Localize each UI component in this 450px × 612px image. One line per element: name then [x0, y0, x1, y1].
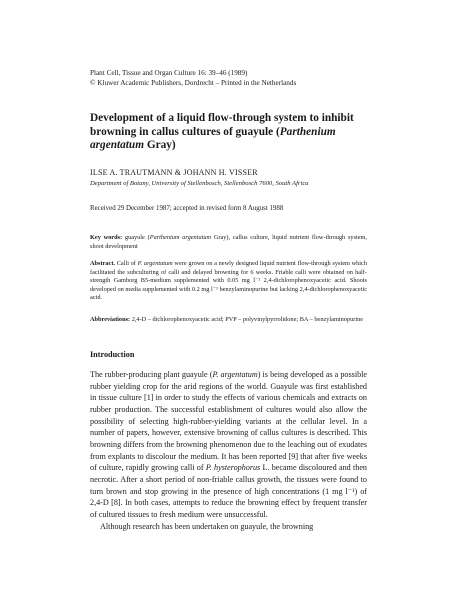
intro-p1-text-a: The rubber-producing plant guayule (: [90, 370, 213, 379]
abstract-label: Abstract.: [90, 260, 116, 267]
intro-p1-text-c: L. became discoloured and then necrotic. After a short period of non-friable callus growth, the tissues were found to turn brown and stop growing in the presence of high concentrations (1 mg l⁻¹) of 2,4-D [8]. In both cases, attempts to reduce the browning effect by frequent transfer of cultured tissues to fresh medium were unsuccessful.: [90, 463, 367, 519]
title-species: Parthenium argentatum: [90, 125, 336, 152]
keywords-species: Parthenium argentatum: [149, 234, 212, 241]
intro-paragraph-1: [90, 369, 367, 521]
abstract-pre: Calli of: [115, 260, 138, 267]
keywords: [90, 234, 367, 251]
title-main: Development of a liquid flow-through system to inhibit browning in callus cultures of guayule (: [90, 112, 354, 138]
abbreviations-text: 2,4-D – dichlorophenoxyacetic acid; PVP – polyvinylpyrrolidone; BA – benzylaminopurine: [130, 316, 364, 323]
intro-paragraph-2: Although research has been undertaken on guayule, the browning: [100, 521, 314, 531]
abbreviations: [90, 316, 367, 325]
authors: ILSE A. TRAUTMANN & JOHANN H. VISSER: [90, 168, 258, 177]
intro-p1-species-2: P. hysterophorus: [205, 463, 261, 473]
abstract: [90, 260, 367, 303]
abbreviations-label: Abbreviations:: [90, 316, 131, 323]
affiliation: Department of Botany, University of Stellenbosch, Stellenbosch 7600, South Africa: [90, 180, 309, 187]
received-dates: Received 29 December 1987; accepted in revised form 8 August 1988: [90, 205, 284, 212]
abstract-species: P. argentatum: [137, 260, 173, 267]
keywords-post: Gray), callus culture, liquid nutrient flow-through system, shoot development: [90, 234, 367, 250]
keywords-pre: guayule (: [122, 234, 150, 241]
article-title: [90, 112, 390, 153]
abstract-post: were grown on a newly designed liquid nutrient flow-through system which facilitated the subculturing of calli and delayed browning for 6 weeks. Friable calli were obtained on half-strength Gamborg B5-medium supplemented with 0.05 mg l⁻¹ 2,4-dichlorophenoxyacetic acid. Shoots developed on media supplemented with 0.2 mg l⁻¹ benzylaminopurine but lacking 2,4-dichlorophenoxyacetic acid.: [90, 260, 367, 302]
journal-line-2: © Kluwer Academic Publishers, Dordrecht – Printed in the Netherlands: [90, 78, 297, 87]
section-heading-introduction: Introduction: [90, 350, 135, 359]
intro-p1-species-1: P. argentatum: [212, 370, 258, 379]
journal-citation: [90, 69, 296, 88]
keywords-label: Key words:: [90, 234, 123, 241]
introduction-body: [90, 369, 367, 532]
intro-p1-text-b: ) is being developed as a possible rubber yielding crop for the arid regions of the world. Guayule was first established in tissue culture [1] in order to study the effects of various chemicals and extracts on rubber production. The successful establishment of cultures would also allow the possibility of selecting high-rubber-yielding variants at the cellular level. In a number of papers, however, extensive browning of callus cultures is described. This browning differs from the browning phenomenon due to the leaching out of exudates from explants to discolour the medium. It has been reported [9] that after five weeks of culture, rapidly growing calli of: [90, 370, 368, 473]
journal-line-1: Plant Cell, Tissue and Organ Culture 16: 39–46 (1989): [90, 69, 248, 77]
title-tail: Gray): [144, 139, 176, 152]
